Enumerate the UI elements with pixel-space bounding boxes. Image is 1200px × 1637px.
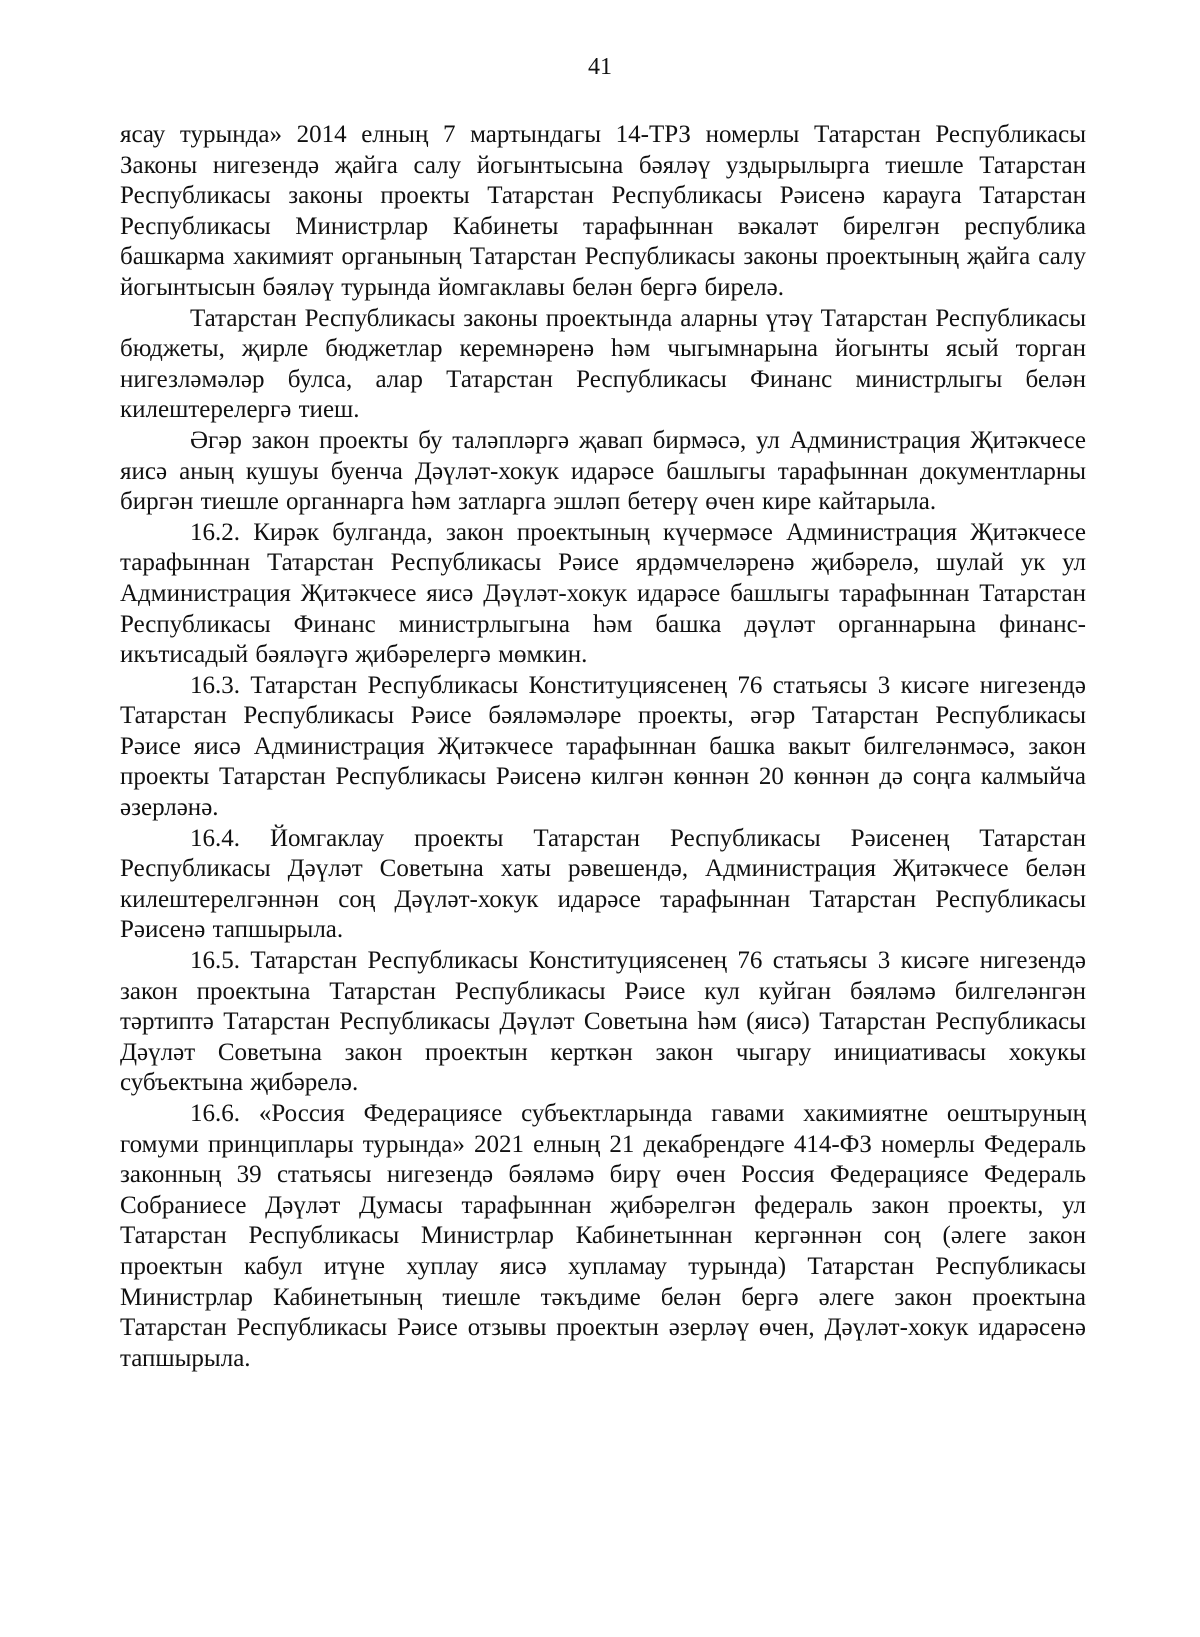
paragraph-16-2: 16.2. Кирәк булганда, закон проектының күчермәсе Администрация Җитәкчесе тарафыннан Татарстан Республикасы Рәисе ярдәмчеләренә җибәрелә, шулай ук ул Администрация Җитәкчесе яисә Дәүләт-хокук идарәсе башлыгы тарафыннан Татарстан Республикасы Финанс министрлыгына һәм башка дәүләт органнарына финанс-икътисадый бәяләүгә җибәрелергә мөмкин.: [120, 518, 1086, 669]
paragraph-budget-approval: Татарстан Республикасы законы проектында аларны үтәү Татарстан Республикасы бюджеты, җирле бюджетлар керемнәренә һәм чыгымнарына йогынты ясый торган нигезләмәләр булса, алар Татарстан Республикасы Финанс министрлыгы белән килештерелергә тиеш.: [120, 304, 1086, 424]
paragraph-return-for-revision: Әгәр закон проекты бу таләпләргә җавап бирмәсә, ул Администрация Җитәкчесе яисә аның кушуы буенча Дәүләт-хокук идарәсе башлыгы тарафыннан документларны биргән тиешле органнарга һәм затларга эшләп бетерү өчен кире кайтарыла.: [120, 426, 1086, 516]
paragraph-16-6: 16.6. «Россия Федерациясе субъектларында гавами хакимиятне оештыруның гомуми принциплары турында» 2021 елның 21 декабрендәге 414-ФЗ номерлы Федераль законның 39 статьясы нигезендә бәяләмә бирү өчен Россия Федерациясе Федераль Собраниесе Дәүләт Думасы тарафыннан җибәрелгән федераль закон проекты, ул Татарстан Республикасы Министрлар Кабинетыннан кергәннән соң (әлеге закон проектын кабул итүне хуплау яисә хупламау турында) Татарстан Республикасы Министрлар Кабинетының тиешле тәкъдиме белән бергә әлеге закон проектына Татарстан Республикасы Рәисе отзывы проектын әзерләү өчен, Дәүләт-хокук идарәсенә тапшырыла.: [120, 1100, 1086, 1372]
paragraph-16-5: 16.5. Татарстан Республикасы Конституциясенең 76 статьясы 3 кисәге нигезендә закон проектына Татарстан Республикасы Рәисе кул куйган бәяләмә билгеләнгән тәртиптә Татарстан Республикасы Дәүләт Советына һәм (яисә) Татарстан Республикасы Дәүләт Советына закон проектын керткән закон чыгару инициативасы хокукы субъектына җибәрелә.: [120, 947, 1086, 1097]
document-body: [120, 120, 1086, 1374]
paragraph-continuation: ясау турында» 2014 елның 7 мартындагы 14-ТРЗ номерлы Татарстан Республикасы Законы нигезендә җайга салу йогынтысына бәяләү уздырылырга тиешле Татарстан Республикасы законы проекты Татарстан Республикасы Рәисенә карауга Татарстан Республикасы Министрлар Кабинеты тарафыннан вәкаләт бирелгән республика башкарма хакимият органының Татарстан Республикасы законы проектының җайга салу йогынтысын бәяләү турында йомгаклавы белән бергә бирелә.: [120, 121, 1086, 301]
paragraph-16-4: 16.4. Йомгаклау проекты Татарстан Республикасы Рәисенең Татарстан Республикасы Дәүләт Советына хаты рәвешендә, Администрация Җитәкчесе белән килештерелгәннән соң Дәүләт-хокук идарәсе тарафыннан Татарстан Республикасы Рәисенә тапшырыла.: [120, 824, 1086, 944]
page-number: 41: [588, 54, 612, 80]
paragraph-16-3: 16.3. Татарстан Республикасы Конституциясенең 76 статьясы 3 кисәге нигезендә Татарстан Республикасы Рәисе бәяләмәләре проекты, әгәр Татарстан Республикасы Рәисе яисә Администрация Җитәкчесе тарафыннан башка вакыт билгеләнмәсә, закон проекты Татарстан Республикасы Рәисенә килгән көннән 20 көннән дә соңга калмыйча әзерләнә.: [120, 671, 1086, 822]
